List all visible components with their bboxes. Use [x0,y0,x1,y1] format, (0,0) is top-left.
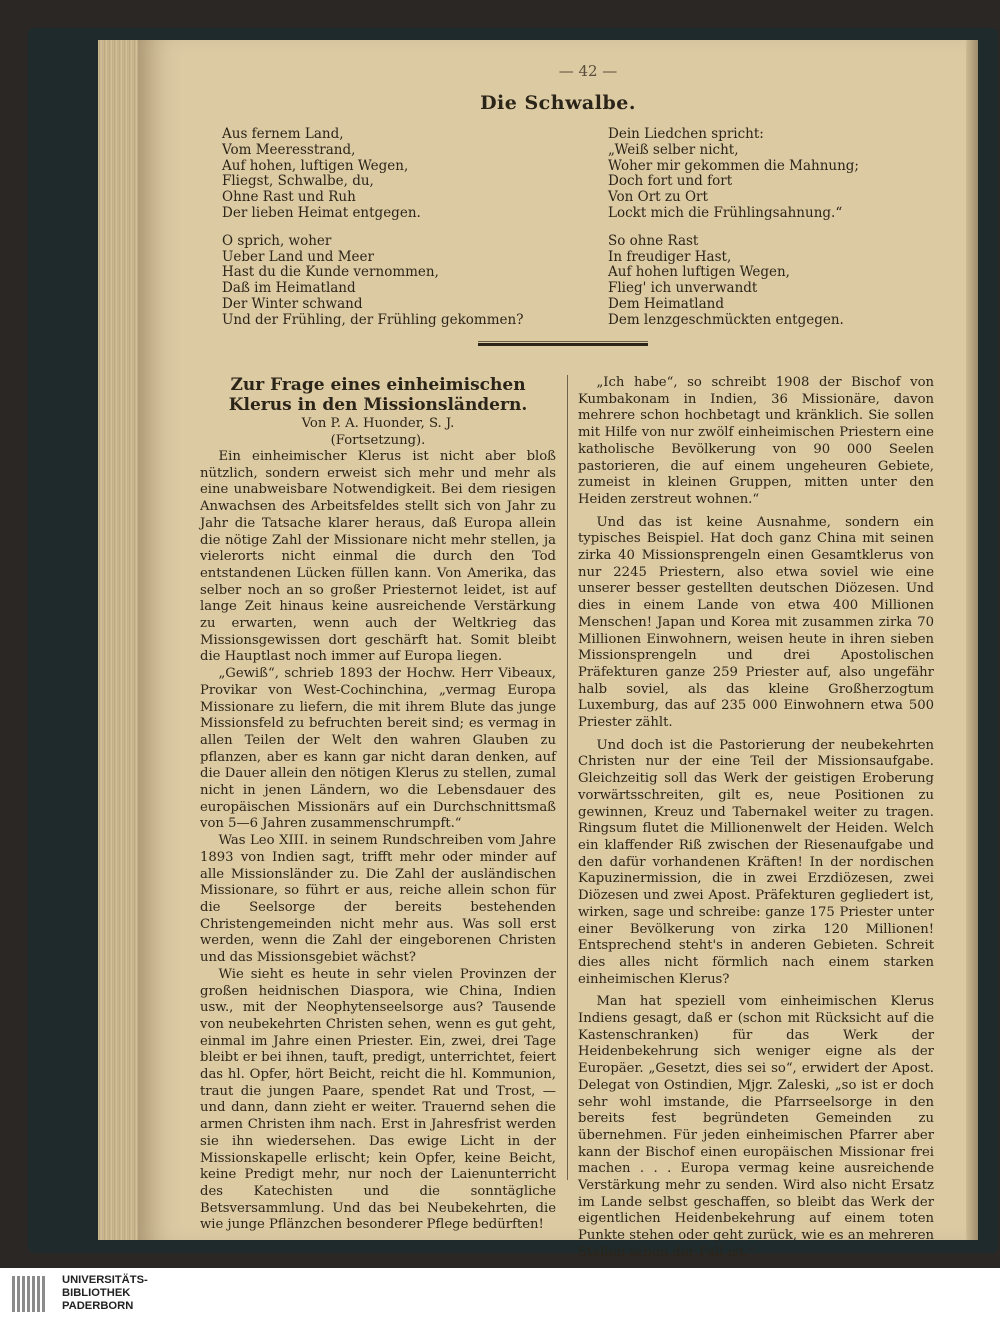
poem-line: Woher mir gekommen die Mahnung; [608,157,859,174]
library-footer [0,1268,1000,1321]
poem-line: Von Ort zu Ort [608,189,708,206]
page-stack-edge [98,40,138,1240]
poem-line: So ohne Rast [608,232,699,249]
poem-line: Dem Heimatland [608,295,724,312]
poem-left-column [222,127,582,341]
poem-line: Der Winter schwand [222,295,363,312]
article-title: Zur Frage eines einheimischen Klerus in den Missionsländern. [228,375,528,415]
article-paragraph: Wie sieht es heute in sehr vielen Provinzen der großen heidnischen Diaspora, wie China, Indien usw., mit der Neophytenseelsorge aus? Tausende von neubekehrten Christen sehen, wenn es gut geht, einmal im Jahre einen Priester. Ein, zwei, drei Tage bleibt er bei ihnen, tauft, predigt, unterrichtet, feiert das hl. Opfer, hört Beicht, reicht die hl. Kommunion, traut die jungen Paare, spendet Rat und Trost, — und dann, dann zieht er weiter. Trauernd sehen die armen Christen ihm nach. Erst in Jahresfrist werden sie ihn wiedersehen. Das ewige Licht in der Missionskapelle erlischt; kein Opfer, keine Beicht, keine Predigt mehr, nur noch der Laienunterricht des Katechisten und die sonntägliche Betsversammlung. Und das bei Neubekehrten, die wie junge Pflänzchen besonderer Pflege bedürften! [200,966,556,1233]
poem-line: Ueber Land und Meer [222,248,374,265]
column-divider [567,375,568,1180]
poem-stanza [608,127,968,222]
poem-line: Der lieben Heimat entgegen. [222,204,421,221]
article-paragraph: Was Leo XIII. in seinem Rundschreiben vom Jahre 1893 von Indien sagt, trifft mehr oder minder auf alle Missionsländer zu. Die Zahl der ausländischen Missionare, so führt er aus, reiche allein schon für die Seelsorge der bereits bestehenden Christengemeinden nicht mehr aus. Was soll erst werden, wenn die Zahl der eingeborenen Christen und das Missionsgebiet wächst? [200,833,556,966]
poem-stanza [222,234,582,329]
article-left-column [200,375,556,1234]
poem-stanza [222,127,582,222]
poem-line: Auf hohen luftigen Wegen, [608,264,790,281]
poem-line: In freudiger Hast, [608,248,732,265]
poem-line: Und der Frühling, der Frühling gekommen? [222,311,524,328]
poem-line: Dein Liedchen spricht: [608,126,764,142]
poem-line: Fliegst, Schwalbe, du, [222,173,374,190]
poem-line: „Weiß selber nicht, [608,141,739,158]
library-name-line: PADERBORN [62,1300,134,1312]
article-paragraph: „Ich habe“, so schreibt 1908 der Bischof von Kumbakonam in Indien, 36 Missionäre, davon mehrere schon hochbetagt und kränklich. Sie sollen mit Hilfe von nur zwölf einheimischen Priestern eine katholische Bevölkerung von 90 000 Seelen pastorieren, die auf einem ungeheuren Gebiete, zumeist in kleinen Gruppen, mitten unter den Heiden zerstreut wohnen.“ [578,375,934,507]
poem-line: Daß im Heimatland [222,280,356,297]
book-page [138,40,976,1260]
poem-line: Auf hohen, luftigen Wegen, [222,157,409,174]
library-logo-icon [12,1276,48,1312]
poem-line: Aus fernem Land, [222,126,344,142]
poem-title: Die Schwalbe. [480,92,636,114]
article-paragraph: „Gewiß“, schrieb 1893 der Hochw. Herr Vibeaux, Provikar von West-Cochinchina, „vermag Europa Missionare zu liefern, die mit ihrem Blute das junge Missionsfeld zu befruchten bereit sind; es vermag in allen Teilen der Welt den wahren Glauben zu pflanzen, aber es kann gar nicht daran denken, auf die Dauer allein den nötigen Klerus zu stellen, zumal nicht in jenen Ländern, wo die Lebensdauer des europäischen Missionärs auf ein Durchschnittsmaß von 5—6 Jahren zusammenschrumpft.“ [200,666,556,832]
article-right-column [578,375,934,1318]
article-continuation-note: (Fortsetzung). [330,433,426,448]
poem-stanza [608,234,968,329]
section-divider-thin [478,341,648,342]
poem-line: Dem lenzgeschmückten entgegen. [608,311,844,328]
article-author: Von P. A. Huonder, S. J. [301,416,455,431]
page-number: — 42 — [558,62,618,80]
library-name-line: BIBLIOTHEK [62,1287,131,1299]
poem-line: Hast du die Kunde vernommen, [222,264,439,281]
poem-line: O sprich, woher [222,232,332,249]
poem-line: Flieg' ich unverwandt [608,280,758,297]
poem-right-column [608,127,968,341]
library-name-line: UNIVERSITÄTS- [62,1274,148,1286]
article-paragraph: Und das ist keine Ausnahme, sondern ein typisches Beispiel. Hat doch ganz China mit seinen zirka 40 Missionsprengeln einen Gesamtklerus von nur 2245 Priestern, also etwa soviel wie eine unserer besser gestellten deutschen Diözesen. Und dies in einem Lande von etwa 400 Millionen Menschen! Japan und Korea mit zusammen zirka 70 Millionen Einwohnern, weisen heute in ihren sieben Missionsprengeln und drei Apostolischen Präfekturen ganze 259 Priester auf, also ungefähr halb soviel, als das kleine Großherzogtum Luxemburg, das auf 235 000 Einwohnern etwa 500 Priester zählt. [578,514,934,731]
library-name [62,1274,148,1313]
poem-line: Doch fort und fort [608,173,733,190]
poem-line: Ohne Rast und Ruh [222,189,356,206]
section-divider [478,343,648,346]
page-right-edge [966,40,978,1240]
poem-line: Lockt mich die Frühlingsahnung.“ [608,204,843,221]
poem-line: Vom Meeresstrand, [222,141,356,158]
article-paragraph: Und doch ist die Pastorierung der neubekehrten Christen nur der eine Teil der Missionsaufgabe. Gleichzeitig soll das Werk der geistigen Eroberung vorwärtsschreiten, gilt es, neue Positionen zu gewinnen, Kreuz und Tabernakel weiter zu tragen. Ringsum flutet die Millionenwelt der Heiden. Welch ein klaffender Riß zwischen der Riesenaufgabe und den dafür vorhandenen Kräften! In der nordischen Kapuzinermission, die in zwei Erzdiözesen, zwei Diözesen und zwei Apost. Präfekturen gegliedert ist, wirken, sage und schreibe: ganze 175 Priester unter einer Bevölkerung von zirka 120 Millionen! Entsprechend steht's in anderen Gebieten. Schreit dies alles nicht förmlich nach einem starken einheimischen Klerus? [578,737,934,987]
article-paragraph: Man hat speziell vom einheimischen Klerus Indiens gesagt, daß er (schon mit Rücksicht auf die Kastenschranken) für das Werk der Heidenbekehrung sich weniger eigne als der Europäer. „Gesetzt, dies sei so“, erwidert der Apost. Delegat von Ostindien, Mjgr. Zaleski, „so ist er doch sehr wohl imstande, die Pfarrseelsorge in den bereits fest begründeten Gemeinden zu übernehmen. Für jeden einheimischen Pfarrer aber kann der Bischof einen europäischen Missionar frei machen . . . Europa vermag keine ausreichende Verstärkung mehr zu senden. Wird also nicht Ersatz im Lande selbst geschaffen, so bleibt das Werk der eigentlichen Heidenbekehrung auf einem toten Punkte stehen oder geht zurück, wie es an mehreren Stellen schon der Fall ist.“ [578,994,934,1260]
article-paragraph: Ein einheimischer Klerus ist nicht aber bloß nützlich, sondern erweist sich mehr und mehr als eine unabweisbare Notwendigkeit. Bei dem riesigen Anwachsen des Arbeitsfeldes stellt sich von Jahr zu Jahr die Tatsache klarer heraus, daß Europa allein die nötige Zahl der Missionare nicht mehr stellen, ja vielerorts nicht einmal die durch den Tod entstandenen Lücken füllen kann. Von Amerika, das selber noch an so großer Priesternot leidet, ist auf lange Zeit hinaus keine ausreichende Verstärkung zu erwarten, wenn auch der Weltkrieg das Missionsgewissen dort geschärft hat. Somit bleibt die Hauptlast noch immer auf Europa liegen. [200,449,556,665]
